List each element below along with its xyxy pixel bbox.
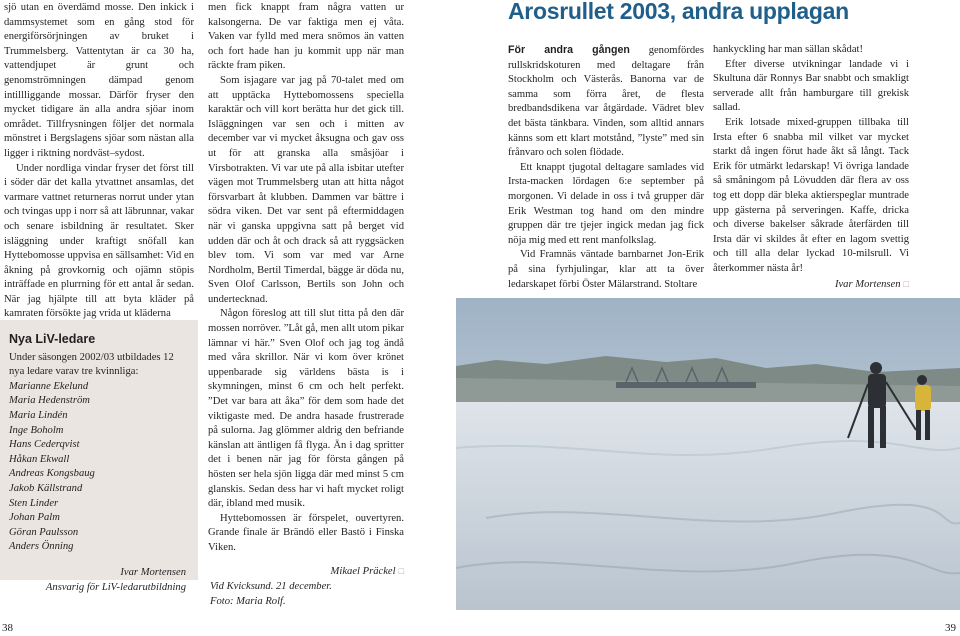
author-signature (208, 564, 404, 580)
page-number-left: 38 (2, 622, 13, 634)
paragraph: hankyckling har man sällan skådat! (713, 44, 864, 55)
article-column-1 (508, 43, 704, 292)
new-leaders-box (0, 320, 198, 593)
paragraph: Erik lotsade mixed-gruppen tillbaka till Irsta efter 6 snabba mil vilket var mycket starkt då ingen förut hade åkt så långt. Tack Erik för utmärkt ledarskap! Vi övriga landade så småningom på Lövudden där flera av oss tog ett dopp där bleka aktierspeglar muntrade upp gästerna på serveringen. Kaffe, dricka och diverse bakelser såkrade återfärden till Irsta där vi skildes åt efter en lagom svettig och till alla delar lyckad 10-milsrull. Vi återkommer nästa år! (713, 116, 909, 274)
paragraph: Vid Framnäs väntade barnbarnet Jon-Erik på sina fyrhjulingar, klar att ta över ledarskapet förbi Öster Mälarstrand. Stoltare (508, 249, 704, 290)
caption-line: Vid Kvicksund. 21 december. (210, 581, 332, 592)
photo-caption (210, 580, 332, 609)
paragraph: Efter diverse utvikningar landade vi i Skultuna där Ronnys Bar snabbt och smakligt serverade allt från hamburgare till grekisk sallad. (713, 58, 909, 114)
paragraph: Hyttebomossen är förspelet, ouvertyren. Grande finale är Brändö eller Bastö i Finska Viken. (208, 512, 404, 553)
leader-list (9, 380, 190, 555)
list-item: Göran Paulsson (9, 526, 79, 538)
lead-in: För andra gången (508, 44, 630, 56)
list-item: Jakob Källstrand (9, 482, 83, 494)
list-item: Maria Hedenström (9, 395, 90, 407)
skating-photo-image (456, 298, 960, 610)
paragraph: Ett knappt tjugotal deltagare samlades vid Irsta-macken lördagen 6:e september på morgonen. Vi delade in oss i två grupper där Erik Westman tog hand om den mindre gruppen där tre tjejer ingick medan jag fick nöja mig med ett rent manfolkslag. (508, 161, 704, 246)
author-name: Mikael Präckel (330, 565, 396, 577)
paragraph: Som isjagare var jag på 70-talet med om att upptäcka Hyttebomossens speciella karaktär och vill kort berätta hur det gick till. Isläggningen var sen och i mitten av december var vi mycket åksugna och gav oss ut för att granska alla småsjöar i Virsbotrakten. Vi var ute på alla isbitar utefter vägen mot Trummelsberg utan att hitta något försvarbart åt klubben. Dammen var bättre i södra viken. Det var sent på eftermiddagen när vi ganska uppgivna satt på berget vid udden där och åt och drack så att ryggsäcken blev tom. Vi som var med var Arne Nordholm, Bertil Timerdal, bägge är döda nu, Sven Olof Carlsson, Bertils son John och undertecknad. (208, 74, 404, 305)
middle-text-column (208, 1, 404, 579)
paragraph: men fick knappt fram några vatten ur kalsongerna. De var faktiga men ej våta. Vaken var fylld med mera snömos än vatten och fort hade han ju kommit upp när man räckte fram piken. (208, 2, 404, 72)
article-column-2 (713, 43, 909, 292)
paragraph-text: genomfördes rullskridskoturen med deltagare från Stockholm och Västerås. Banorna var de samma som förra året, de flesta bredbandsdikena var åtgärdade. Vädret blev det bästa tänkbara. Vinden, som alltid annars känns som ett klart motstånd, ”lyste” med sin frånvaro och solen flödade. (508, 45, 704, 159)
article-title: Arosrullet 2003, andra upplagan (508, 0, 849, 24)
sidebar-heading: Nya LiV-ledare (9, 332, 96, 346)
signature-name: Ivar Mortensen (120, 567, 186, 578)
left-text-column (4, 1, 194, 322)
paragraph: Någon föreslog att till slut titta på den där mossen norröver. ”Låt gå, men allt utom pikar lämnar vi här.” Sven Olof och jag tog ändå med våra skrillor. När vi kom över krönet uppenbarade sig världens bästa is i skymningen, minst 6 cm och helt perfekt. ”Det var bara att åka” för dem som hade det viktigaste med. De andra hasade frustrerade på sulorna. Jag glömmer aldrig den befriande känslan att äntligen få flyga. Än i dag spritter det i benen när jag för första gången på hösten ser hela sjön ligga där med minst 5 cm glanskis. Sedan dess har vi haft mycket roligt där, ibland med musik. (208, 308, 404, 510)
list-item: Marianne Ekelund (9, 380, 89, 392)
list-item: Anders Önning (9, 541, 74, 553)
list-item: Sten Linder (9, 497, 59, 509)
sidebar-signature (46, 566, 186, 595)
author-name: Ivar Mortensen (834, 278, 901, 290)
list-item: Hans Cederqvist (9, 439, 80, 451)
list-item: Inge Boholm (9, 424, 64, 436)
paragraph (508, 43, 704, 161)
paragraph: Under nordliga vindar fryser det först till i söder där det kalla ytvattnet ansamlas, det varmare vattnet returneras norrut under ytan och tvingas upp i norr så att läbrunnar, vakar och senare isbildning är resultatet. Sker isläggning under kraftigt snöfall kan Hyttebomosse uppvisa en sällsamhet: Vid en åkning på grovkornig och ojämn stöpis inträffade en plurrning för ett antal år sedan. När jag hjälpte till att byta kläder på kamraten försökte jag vrida ut kläderna (4, 162, 194, 320)
paragraph: sjö utan en överdämd mosse. Den inkick i dammsystemet som en gång stod för energiförsörjningen av bruket i Trummelsberg. Vattentytan är ca 30 ha, vattendjupet är grunt och genomströmningen dämpad genom intillliggande mossar. Därför fryser den mycket tidigare än alla andra sjöar inom området. Tillfrysningen följer det normala mönstret i Bergslagens sjöar som nästan alla ligger i riktning nordväst–sydost. (4, 2, 194, 159)
skating-photo (456, 298, 960, 610)
end-mark-icon: □ (398, 565, 404, 576)
list-item: Maria Lindén (9, 409, 68, 421)
author-signature (713, 277, 909, 293)
page-number-right: 39 (945, 622, 956, 634)
list-item: Andreas Kongsbaug (9, 468, 95, 480)
end-mark-icon: □ (903, 278, 909, 289)
photo-credit: Foto: Maria Rolf. (210, 595, 286, 607)
sidebar-intro: Under säsongen 2002/03 utbildades 12 nya ledare varav tre kvinnliga: (9, 351, 174, 378)
list-item: Johan Palm (9, 512, 60, 524)
signature-role: Ansvarig för LiV-ledarutbildning (45, 581, 186, 593)
list-item: Håkan Ekwall (9, 453, 70, 465)
